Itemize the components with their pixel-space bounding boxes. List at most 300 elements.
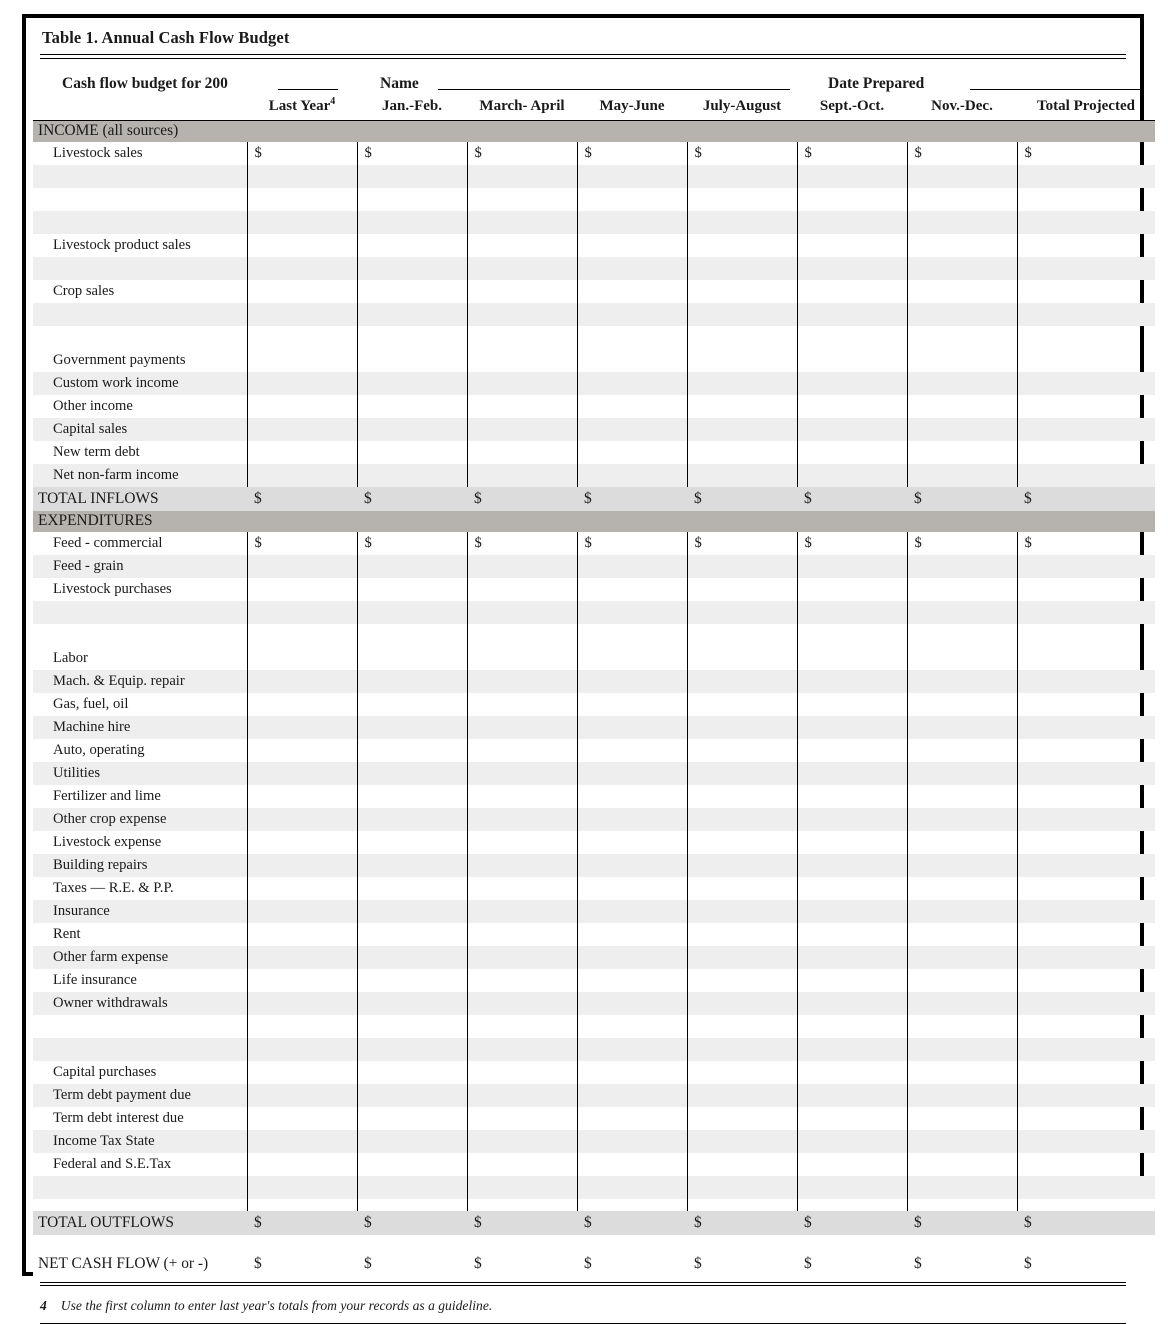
cell-total-projected[interactable] — [1017, 808, 1155, 831]
cell-nov-dec[interactable] — [907, 923, 1017, 946]
cell-nov-dec[interactable] — [907, 1107, 1017, 1130]
cell-total-projected[interactable] — [1017, 257, 1155, 280]
cell-march-april[interactable] — [467, 257, 577, 280]
cell-nov-dec[interactable] — [907, 188, 1017, 211]
cell-jan-feb[interactable] — [357, 716, 467, 739]
cell-july-august[interactable] — [687, 188, 797, 211]
cell-total-projected[interactable] — [1017, 1107, 1155, 1130]
cell-may-june[interactable] — [577, 992, 687, 1015]
cell-total-projected[interactable] — [1017, 165, 1155, 188]
cell-jan-feb[interactable] — [357, 188, 467, 211]
cell-may-june[interactable] — [577, 234, 687, 257]
cell-march-april[interactable] — [467, 900, 577, 923]
cell-may-june[interactable] — [577, 854, 687, 877]
cell-total-projected[interactable] — [1017, 992, 1155, 1015]
cell-july-august[interactable] — [687, 716, 797, 739]
cell-jan-feb[interactable] — [357, 1015, 467, 1038]
cell-last-year[interactable] — [247, 1130, 357, 1153]
cell-july-august[interactable] — [687, 946, 797, 969]
table-row[interactable] — [33, 578, 1155, 601]
cell-march-april[interactable] — [467, 395, 577, 418]
cell-last-year[interactable] — [247, 257, 357, 280]
cell-may-june[interactable] — [577, 831, 687, 854]
cell-last-year[interactable] — [247, 969, 357, 992]
cell-sept-oct[interactable] — [797, 372, 907, 395]
table-row[interactable] — [33, 739, 1155, 762]
cell-march-april[interactable] — [467, 808, 577, 831]
cell-may-june[interactable] — [577, 349, 687, 372]
cell-sept-oct[interactable] — [797, 693, 907, 716]
cell-july-august[interactable] — [687, 1153, 797, 1176]
table-row[interactable] — [33, 349, 1155, 372]
cell-march-april[interactable] — [467, 877, 577, 900]
table-row[interactable] — [33, 257, 1155, 280]
total-outflows-july-august[interactable]: $ — [687, 1211, 797, 1235]
cell-jan-feb[interactable] — [357, 1130, 467, 1153]
cell-sept-oct[interactable] — [797, 762, 907, 785]
cell-may-june[interactable] — [577, 303, 687, 326]
cell-sept-oct[interactable] — [797, 647, 907, 670]
cell-jan-feb[interactable] — [357, 854, 467, 877]
cell-last-year[interactable] — [247, 785, 357, 808]
table-row[interactable] — [33, 877, 1155, 900]
cell-nov-dec[interactable] — [907, 303, 1017, 326]
cell-sept-oct[interactable] — [797, 280, 907, 303]
cell-jan-feb[interactable] — [357, 624, 467, 647]
cell-nov-dec[interactable] — [907, 1084, 1017, 1107]
year-blank-line[interactable] — [278, 89, 338, 90]
cell-nov-dec[interactable] — [907, 785, 1017, 808]
cell-last-year[interactable] — [247, 234, 357, 257]
cell-last-year[interactable] — [247, 739, 357, 762]
cell-jan-feb[interactable] — [357, 762, 467, 785]
cell-last-year[interactable] — [247, 555, 357, 578]
cell-nov-dec[interactable] — [907, 280, 1017, 303]
cell-may-june[interactable] — [577, 165, 687, 188]
cell-sept-oct[interactable] — [797, 624, 907, 647]
cell-jan-feb[interactable] — [357, 418, 467, 441]
cell-total-projected[interactable] — [1017, 1061, 1155, 1084]
table-row[interactable] — [33, 395, 1155, 418]
table-row[interactable] — [33, 555, 1155, 578]
table-row[interactable] — [33, 808, 1155, 831]
cell-march-april[interactable] — [467, 349, 577, 372]
cell-nov-dec[interactable] — [907, 739, 1017, 762]
cell-jan-feb[interactable] — [357, 670, 467, 693]
cell-sept-oct[interactable] — [797, 900, 907, 923]
cell-total-projected[interactable] — [1017, 372, 1155, 395]
cell-jan-feb[interactable] — [357, 326, 467, 349]
net-cash-flow-last-year[interactable]: $ — [247, 1249, 357, 1279]
cell-may-june[interactable] — [577, 624, 687, 647]
cell-may-june[interactable] — [577, 555, 687, 578]
cell-sept-oct[interactable] — [797, 785, 907, 808]
cell-last-year[interactable] — [247, 303, 357, 326]
cell-total-projected[interactable] — [1017, 739, 1155, 762]
cell-sept-oct[interactable]: $ — [797, 142, 907, 165]
cell-nov-dec[interactable] — [907, 441, 1017, 464]
cell-july-august[interactable] — [687, 555, 797, 578]
cell-total-projected[interactable] — [1017, 395, 1155, 418]
cell-total-projected[interactable] — [1017, 188, 1155, 211]
total-inflows-nov-dec[interactable]: $ — [907, 487, 1017, 511]
total-outflows-jan-feb[interactable]: $ — [357, 1211, 467, 1235]
cell-march-april[interactable]: $ — [467, 142, 577, 165]
cell-may-june[interactable] — [577, 578, 687, 601]
cell-nov-dec[interactable] — [907, 578, 1017, 601]
net-cash-flow-march-april[interactable]: $ — [467, 1249, 577, 1279]
cell-jan-feb[interactable]: $ — [357, 142, 467, 165]
cell-nov-dec[interactable] — [907, 969, 1017, 992]
cell-july-august[interactable] — [687, 877, 797, 900]
cell-nov-dec[interactable] — [907, 418, 1017, 441]
cell-may-june[interactable] — [577, 923, 687, 946]
table-row[interactable] — [33, 647, 1155, 670]
table-row[interactable] — [33, 969, 1155, 992]
cell-march-april[interactable] — [467, 831, 577, 854]
cell-may-june[interactable] — [577, 1153, 687, 1176]
cell-nov-dec[interactable] — [907, 1015, 1017, 1038]
cell-may-june[interactable] — [577, 670, 687, 693]
name-blank-line[interactable] — [438, 89, 790, 90]
cell-july-august[interactable] — [687, 1176, 797, 1199]
table-row[interactable] — [33, 1130, 1155, 1153]
cell-last-year[interactable] — [247, 946, 357, 969]
cell-total-projected[interactable] — [1017, 624, 1155, 647]
table-row[interactable] — [33, 165, 1155, 188]
cell-total-projected[interactable] — [1017, 946, 1155, 969]
cell-total-projected[interactable] — [1017, 693, 1155, 716]
cell-last-year[interactable] — [247, 808, 357, 831]
cell-sept-oct[interactable] — [797, 808, 907, 831]
cell-nov-dec[interactable] — [907, 716, 1017, 739]
cell-total-projected[interactable] — [1017, 418, 1155, 441]
cell-july-august[interactable] — [687, 441, 797, 464]
cell-sept-oct[interactable] — [797, 395, 907, 418]
cell-nov-dec[interactable] — [907, 1153, 1017, 1176]
cell-march-april[interactable] — [467, 1130, 577, 1153]
cell-march-april[interactable] — [467, 1015, 577, 1038]
net-cash-flow-nov-dec[interactable]: $ — [907, 1249, 1017, 1279]
cell-last-year[interactable] — [247, 165, 357, 188]
cell-may-june[interactable] — [577, 693, 687, 716]
cell-nov-dec[interactable] — [907, 1038, 1017, 1061]
cell-july-august[interactable] — [687, 1061, 797, 1084]
cell-march-april[interactable] — [467, 441, 577, 464]
cell-last-year[interactable] — [247, 349, 357, 372]
table-row[interactable] — [33, 992, 1155, 1015]
cell-jan-feb[interactable]: $ — [357, 532, 467, 555]
table-row[interactable] — [33, 188, 1155, 211]
cell-july-august[interactable] — [687, 211, 797, 234]
cell-sept-oct[interactable] — [797, 739, 907, 762]
cell-jan-feb[interactable] — [357, 211, 467, 234]
total-inflows-march-april[interactable]: $ — [467, 487, 577, 511]
cell-march-april[interactable] — [467, 693, 577, 716]
cell-march-april[interactable] — [467, 647, 577, 670]
cell-last-year[interactable] — [247, 1015, 357, 1038]
cell-nov-dec[interactable] — [907, 326, 1017, 349]
cell-july-august[interactable] — [687, 601, 797, 624]
cell-july-august[interactable] — [687, 624, 797, 647]
cell-sept-oct[interactable] — [797, 1038, 907, 1061]
cell-july-august[interactable] — [687, 969, 797, 992]
cell-nov-dec[interactable] — [907, 670, 1017, 693]
table-row[interactable] — [33, 624, 1155, 647]
table-row[interactable] — [33, 785, 1155, 808]
cell-total-projected[interactable] — [1017, 601, 1155, 624]
cell-july-august[interactable] — [687, 464, 797, 487]
cell-sept-oct[interactable] — [797, 441, 907, 464]
cell-jan-feb[interactable] — [357, 234, 467, 257]
cell-march-april[interactable]: $ — [467, 532, 577, 555]
cell-last-year[interactable]: $ — [247, 142, 357, 165]
date-blank-line[interactable] — [970, 89, 1140, 90]
cell-sept-oct[interactable] — [797, 1153, 907, 1176]
cell-july-august[interactable] — [687, 923, 797, 946]
net-cash-flow-total-projected[interactable]: $ — [1017, 1249, 1155, 1279]
cell-sept-oct[interactable] — [797, 670, 907, 693]
cell-last-year[interactable] — [247, 762, 357, 785]
table-row[interactable] — [33, 854, 1155, 877]
cell-last-year[interactable] — [247, 188, 357, 211]
cell-last-year[interactable] — [247, 280, 357, 303]
cell-july-august[interactable] — [687, 1015, 797, 1038]
cell-total-projected[interactable] — [1017, 441, 1155, 464]
cell-march-april[interactable] — [467, 578, 577, 601]
cell-nov-dec[interactable] — [907, 257, 1017, 280]
cell-march-april[interactable] — [467, 464, 577, 487]
cell-jan-feb[interactable] — [357, 785, 467, 808]
cell-may-june[interactable] — [577, 1015, 687, 1038]
cell-sept-oct[interactable] — [797, 946, 907, 969]
cell-july-august[interactable] — [687, 900, 797, 923]
table-row[interactable] — [33, 1061, 1155, 1084]
cell-march-april[interactable] — [467, 624, 577, 647]
cell-jan-feb[interactable] — [357, 1153, 467, 1176]
table-row[interactable] — [33, 1038, 1155, 1061]
cell-july-august[interactable] — [687, 1130, 797, 1153]
cell-nov-dec[interactable] — [907, 372, 1017, 395]
cell-jan-feb[interactable] — [357, 739, 467, 762]
cell-sept-oct[interactable] — [797, 831, 907, 854]
total-outflows-march-april[interactable]: $ — [467, 1211, 577, 1235]
cell-july-august[interactable] — [687, 280, 797, 303]
cell-july-august[interactable] — [687, 1107, 797, 1130]
cell-last-year[interactable] — [247, 647, 357, 670]
cell-may-june[interactable] — [577, 1107, 687, 1130]
cell-sept-oct[interactable] — [797, 326, 907, 349]
cell-sept-oct[interactable] — [797, 418, 907, 441]
cell-july-august[interactable] — [687, 785, 797, 808]
cell-sept-oct[interactable] — [797, 578, 907, 601]
cell-nov-dec[interactable] — [907, 395, 1017, 418]
cell-sept-oct[interactable] — [797, 969, 907, 992]
cell-july-august[interactable] — [687, 992, 797, 1015]
cell-last-year[interactable] — [247, 441, 357, 464]
cell-last-year[interactable] — [247, 670, 357, 693]
cell-last-year[interactable] — [247, 923, 357, 946]
cell-nov-dec[interactable] — [907, 211, 1017, 234]
cell-nov-dec[interactable] — [907, 693, 1017, 716]
cell-last-year[interactable] — [247, 464, 357, 487]
table-row[interactable] — [33, 234, 1155, 257]
cell-last-year[interactable] — [247, 716, 357, 739]
cell-march-april[interactable] — [467, 418, 577, 441]
cell-sept-oct[interactable] — [797, 234, 907, 257]
table-row[interactable] — [33, 946, 1155, 969]
cell-may-june[interactable] — [577, 808, 687, 831]
cell-total-projected[interactable] — [1017, 969, 1155, 992]
table-row[interactable] — [33, 923, 1155, 946]
cell-july-august[interactable] — [687, 762, 797, 785]
cell-march-april[interactable] — [467, 1153, 577, 1176]
table-row[interactable] — [33, 211, 1155, 234]
cell-jan-feb[interactable] — [357, 578, 467, 601]
cell-sept-oct[interactable] — [797, 716, 907, 739]
total-outflows-may-june[interactable]: $ — [577, 1211, 687, 1235]
cell-july-august[interactable] — [687, 693, 797, 716]
table-row[interactable] — [33, 464, 1155, 487]
cell-may-june[interactable]: $ — [577, 142, 687, 165]
cell-march-april[interactable] — [467, 1061, 577, 1084]
cell-july-august[interactable] — [687, 372, 797, 395]
cell-july-august[interactable] — [687, 418, 797, 441]
cell-nov-dec[interactable] — [907, 464, 1017, 487]
cell-total-projected[interactable]: $ — [1017, 532, 1155, 555]
cell-jan-feb[interactable] — [357, 165, 467, 188]
cell-last-year[interactable] — [247, 1107, 357, 1130]
cell-may-june[interactable] — [577, 601, 687, 624]
cell-last-year[interactable] — [247, 395, 357, 418]
cell-total-projected[interactable] — [1017, 280, 1155, 303]
cell-march-april[interactable] — [467, 188, 577, 211]
cell-sept-oct[interactable] — [797, 349, 907, 372]
cell-nov-dec[interactable] — [907, 1061, 1017, 1084]
table-row[interactable] — [33, 372, 1155, 395]
cell-nov-dec[interactable]: $ — [907, 142, 1017, 165]
total-outflows-nov-dec[interactable]: $ — [907, 1211, 1017, 1235]
cell-july-august[interactable] — [687, 647, 797, 670]
cell-last-year[interactable] — [247, 578, 357, 601]
cell-jan-feb[interactable] — [357, 303, 467, 326]
cell-march-april[interactable] — [467, 1107, 577, 1130]
cell-jan-feb[interactable] — [357, 441, 467, 464]
cell-july-august[interactable] — [687, 1038, 797, 1061]
cell-sept-oct[interactable] — [797, 1176, 907, 1199]
cell-total-projected[interactable] — [1017, 349, 1155, 372]
cell-total-projected[interactable] — [1017, 326, 1155, 349]
cell-total-projected[interactable] — [1017, 877, 1155, 900]
cell-jan-feb[interactable] — [357, 900, 467, 923]
cell-last-year[interactable] — [247, 326, 357, 349]
cell-nov-dec[interactable] — [907, 165, 1017, 188]
cell-march-april[interactable] — [467, 372, 577, 395]
table-row[interactable] — [33, 1084, 1155, 1107]
cell-march-april[interactable] — [467, 716, 577, 739]
cell-last-year[interactable] — [247, 624, 357, 647]
cell-july-august[interactable] — [687, 165, 797, 188]
table-row[interactable] — [33, 1107, 1155, 1130]
cell-jan-feb[interactable] — [357, 877, 467, 900]
cell-jan-feb[interactable] — [357, 808, 467, 831]
cell-nov-dec[interactable] — [907, 854, 1017, 877]
cell-may-june[interactable] — [577, 946, 687, 969]
cell-sept-oct[interactable]: $ — [797, 532, 907, 555]
table-row[interactable] — [33, 900, 1155, 923]
total-outflows-last-year[interactable]: $ — [247, 1211, 357, 1235]
cell-may-june[interactable] — [577, 716, 687, 739]
cell-sept-oct[interactable] — [797, 555, 907, 578]
cell-july-august[interactable] — [687, 234, 797, 257]
cell-jan-feb[interactable] — [357, 647, 467, 670]
table-row[interactable] — [33, 532, 1155, 555]
cell-may-june[interactable] — [577, 785, 687, 808]
cell-nov-dec[interactable] — [907, 992, 1017, 1015]
cell-july-august[interactable] — [687, 670, 797, 693]
cell-sept-oct[interactable] — [797, 923, 907, 946]
cell-may-june[interactable] — [577, 900, 687, 923]
cell-total-projected[interactable] — [1017, 670, 1155, 693]
cell-july-august[interactable] — [687, 578, 797, 601]
cell-nov-dec[interactable] — [907, 831, 1017, 854]
cell-sept-oct[interactable] — [797, 257, 907, 280]
cell-jan-feb[interactable] — [357, 946, 467, 969]
cell-jan-feb[interactable] — [357, 923, 467, 946]
cell-total-projected[interactable] — [1017, 831, 1155, 854]
cell-nov-dec[interactable] — [907, 1130, 1017, 1153]
cell-july-august[interactable] — [687, 808, 797, 831]
cell-may-june[interactable] — [577, 739, 687, 762]
cell-last-year[interactable] — [247, 693, 357, 716]
cell-jan-feb[interactable] — [357, 395, 467, 418]
table-row[interactable] — [33, 762, 1155, 785]
cell-july-august[interactable] — [687, 1084, 797, 1107]
cell-last-year[interactable]: $ — [247, 532, 357, 555]
cell-sept-oct[interactable] — [797, 1061, 907, 1084]
cell-sept-oct[interactable] — [797, 992, 907, 1015]
cell-total-projected[interactable] — [1017, 923, 1155, 946]
table-row[interactable] — [33, 1176, 1155, 1199]
cell-sept-oct[interactable] — [797, 1107, 907, 1130]
cell-may-june[interactable] — [577, 395, 687, 418]
cell-march-april[interactable] — [467, 601, 577, 624]
cell-nov-dec[interactable] — [907, 647, 1017, 670]
cell-last-year[interactable] — [247, 877, 357, 900]
cell-may-june[interactable] — [577, 188, 687, 211]
cell-jan-feb[interactable] — [357, 693, 467, 716]
cell-july-august[interactable]: $ — [687, 532, 797, 555]
cell-march-april[interactable] — [467, 785, 577, 808]
cell-total-projected[interactable] — [1017, 464, 1155, 487]
cell-sept-oct[interactable] — [797, 464, 907, 487]
cell-total-projected[interactable] — [1017, 234, 1155, 257]
cell-last-year[interactable] — [247, 1061, 357, 1084]
cell-march-april[interactable] — [467, 326, 577, 349]
table-row[interactable] — [33, 831, 1155, 854]
cell-march-april[interactable] — [467, 854, 577, 877]
cell-jan-feb[interactable] — [357, 555, 467, 578]
cell-total-projected[interactable] — [1017, 1176, 1155, 1199]
net-cash-flow-sept-oct[interactable]: $ — [797, 1249, 907, 1279]
table-row[interactable] — [33, 142, 1155, 165]
cell-may-june[interactable]: $ — [577, 532, 687, 555]
cell-jan-feb[interactable] — [357, 992, 467, 1015]
cell-sept-oct[interactable] — [797, 1130, 907, 1153]
total-outflows-sept-oct[interactable]: $ — [797, 1211, 907, 1235]
cell-july-august[interactable] — [687, 854, 797, 877]
cell-last-year[interactable] — [247, 854, 357, 877]
